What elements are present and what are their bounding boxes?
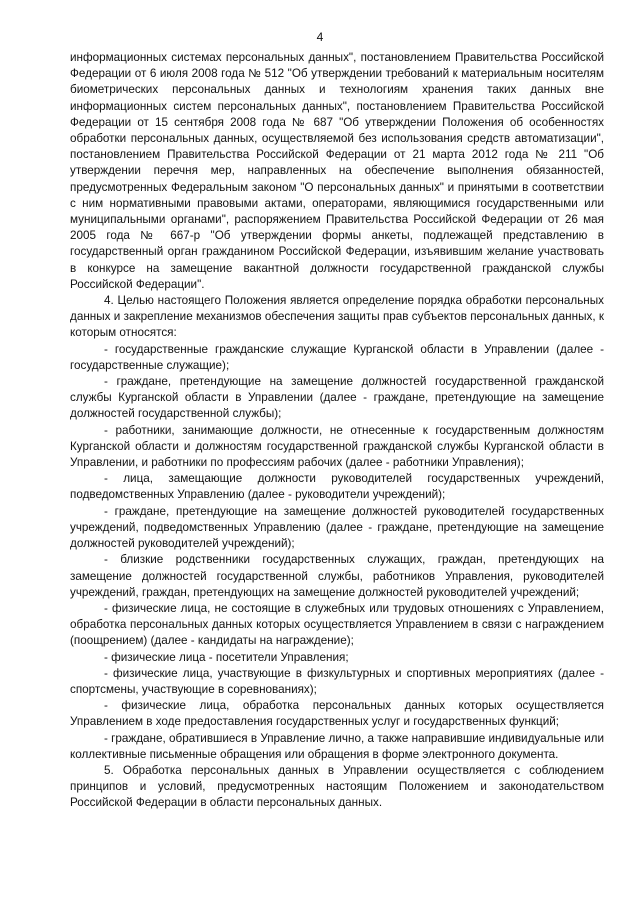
- list-item-institution-heads: - лица, замещающие должности руководителей государственных учреждений, подведомственных Управлению (далее - руководители учреждений);: [70, 472, 604, 502]
- paragraph-5-principles: 5. Обработка персональных данных в Управлении осуществляется с соблюдением принципов и условий, предусмотренных настоящим Положением и законодательством Российской Федерации в области персональных данных.: [70, 763, 604, 810]
- list-item-civil-service-candidates: - граждане, претендующие на замещение должностей государственной гражданской службы Курганской области в Управлении (далее - граждане, претендующие на замещение должностей государственной службы);: [70, 375, 604, 421]
- document-body: [70, 50, 604, 812]
- list-item-state-servants: - государственные гражданские служащие Курганской области в Управлении (далее - государственные служащие);: [70, 342, 604, 372]
- list-item-athletes: - физические лица, участвующие в физкультурных и спортивных мероприятиях (далее - спортсмены, участвующие в соревнованиях);: [70, 666, 604, 696]
- list-item-visitors: - физические лица - посетители Управления;: [104, 650, 349, 664]
- list-item-award-candidates: - физические лица, не состоящие в служебных или трудовых отношениях с Управлением, обработка персональных данных которых осуществляется Управлением в связи с награждением (поощрением) (далее - кандидаты на награждение);: [70, 601, 604, 648]
- list-item-department-workers: - работники, занимающие должности, не отнесенные к государственным должностям Курганской области и должностям государственной гражданской службы Курганской области в Управлении, и работники по профессиям рабочих (далее - работники Управления);: [70, 423, 604, 470]
- list-item-institution-head-candidates: - граждане, претендующие на замещение должностей руководителей государственных учреждений, подведомственных Управлению (далее - граждане, претендующие на замещение должностей руководителей учреждений);: [70, 504, 604, 551]
- page-number: 4: [316, 30, 324, 44]
- paragraph-4-purpose: 4. Целью настоящего Положения является определение порядка обработки персональных данных и закрепление механизмов обеспечения защиты прав субъектов персональных данных, к которым относятся:: [70, 294, 604, 340]
- paragraph-regulations-list: информационных системах персональных данных", постановлением Правительства Российской Федерации от 6 июля 2008 года № 512 "Об утверждении требований к материальным носителям биометрических персональных данных и технологиям хранения таких данных вне информационных систем персональных данных", постановлением Правительства Российской Федерации от 15 сентября 2008 года № 687 "Об утверждении Положения об особенностях обработки персональных данных, осуществляемой без использования средств автоматизации", постановлением Правительства Российской Федерации от 21 марта 2012 года № 211 "Об утверждении перечня мер, направленных на обеспечение выполнения обязанностей, предусмотренных Федеральным законом "О персональных данных" и принятыми в соответствии с ним нормативными правовыми актами, операторами, являющимися государственными или муниципальными органами", распоряжением Правительства Российской Федерации от 26 мая 2005 года № 667-р "Об утверждении формы анкеты, подлежащей представлению в государственный орган гражданином Российской Федерации, изъявившим желание участвовать в конкурсе на замещение вакантной должности государственной гражданской службы Российской Федерации".: [70, 51, 604, 291]
- list-item-close-relatives: - близкие родственники государственных служащих, граждан, претендующих на замещение должностей государственной службы, работников Управления, руководителей учреждений, граждан, претендующих на замещение должностей руководителей учреждений;: [70, 553, 604, 599]
- list-item-applicants: - граждане, обратившиеся в Управление лично, а также направившие индивидуальные или коллективные письменные обращения или обращения в форме электронного документа.: [70, 731, 604, 761]
- list-item-service-recipients: - физические лица, обработка персональных данных которых осуществляется Управлением в ходе предоставления государственных услуг и государственных функций;: [70, 699, 604, 729]
